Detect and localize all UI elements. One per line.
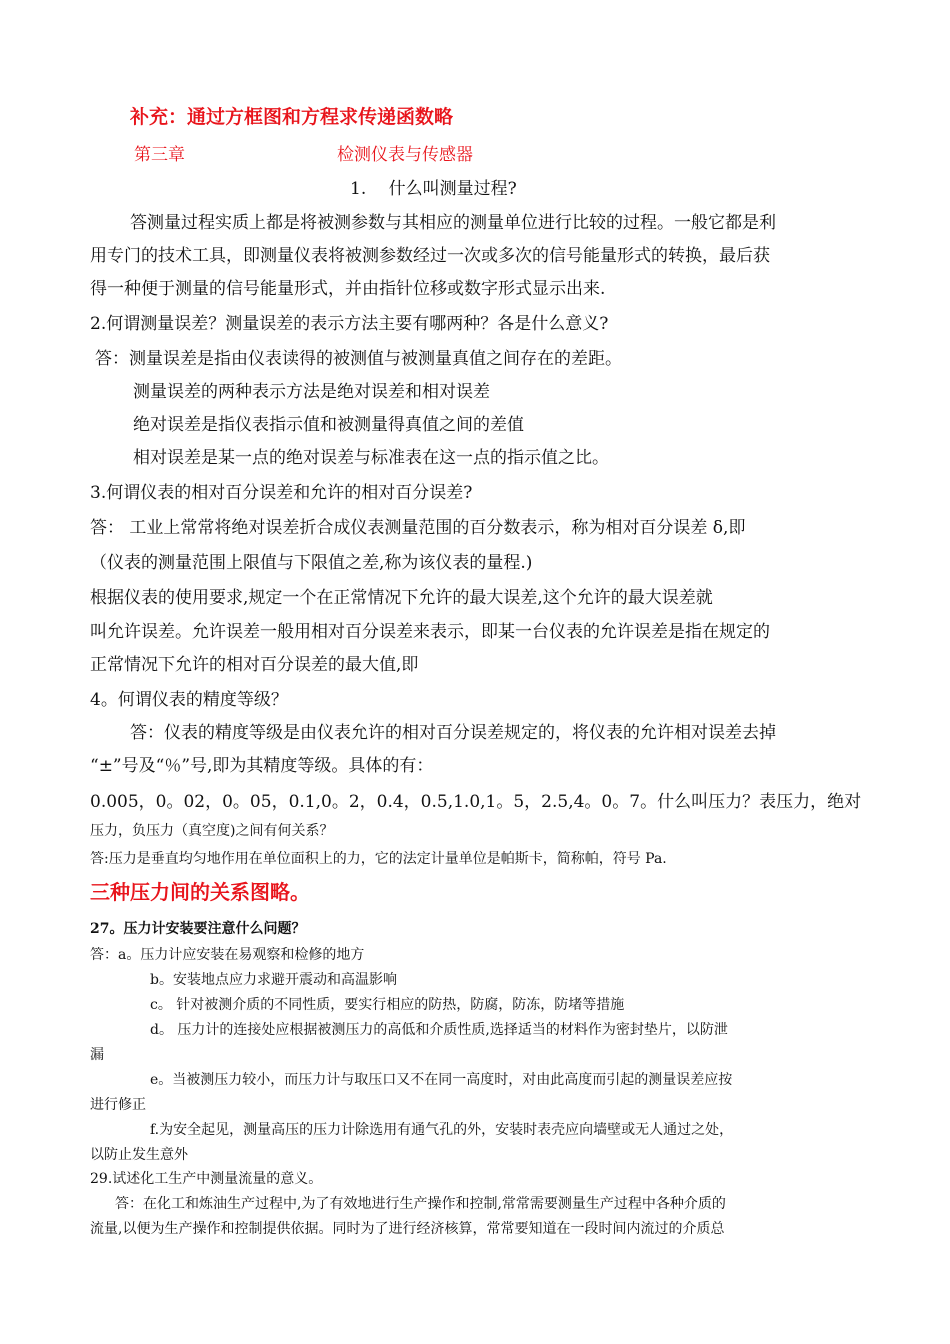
answer-27-line: 进行修正 (90, 1097, 146, 1113)
answer-27-line: b。安装地点应力求避开震动和高温影响 (150, 972, 397, 988)
question-7-continuation: 压力，负压力（真空度)之间有何关系？ (90, 823, 334, 839)
answer-1-line: 得一种便于测量的信号能量形式，并由指针位移或数字形式显示出来. (90, 279, 606, 299)
answer-2-line: 相对误差是某一点的绝对误差与标准表在这一点的指示值之比。 (133, 448, 609, 468)
chapter-label: 第三章 (134, 145, 185, 165)
question-27: 27。压力计安装要注意什么问题？ (90, 921, 306, 937)
answer-29-line: 答：在化工和炼油生产过程中,为了有效地进行生产操作和控制,常常需要测量生产过程中各种介质的 (115, 1196, 726, 1212)
pressure-relation-heading: 三种压力间的关系图略。 (90, 880, 310, 904)
chapter-title: 检测仪表与传感器 (337, 145, 473, 165)
answer-1-line: 用专门的技术工具，即测量仪表将被测参数经过一次或多次的信号能量形式的转换，最后获 (90, 246, 770, 266)
answer-27-line: 漏 (90, 1047, 104, 1063)
answer-3-line: 叫允许误差。允许误差一般用相对百分误差来表示，即某一台仪表的允许误差是指在规定的 (90, 622, 770, 642)
answer-2-line: 答：测量误差是指由仪表读得的被测值与被测量真值之间存在的差距。 (95, 349, 622, 369)
answer-3-line: 正常情况下允许的相对百分误差的最大值,即 (90, 655, 419, 675)
answer-3-line: （仪表的测量范围上限值与下限值之差,称为该仪表的量程.) (90, 553, 533, 573)
answer-27-line: 答：a。压力计应安装在易观察和检修的地方 (90, 947, 365, 963)
question-3: 3.何谓仪表的相对百分误差和允许的相对百分误差? (90, 483, 473, 503)
answer-27-line: d。 压力计的连接处应根据被测压力的高低和介质性质,选择适当的材料作为密封垫片，以防泄 (150, 1022, 728, 1038)
question-1: 1. 什么叫测量过程? (350, 179, 517, 199)
answer-1-line: 答测量过程实质上都是将被测参数与其相应的测量单位进行比较的过程。一般它都是利 (130, 213, 776, 233)
answer-7: 答:压力是垂直均匀地作用在单位面积上的力，它的法定计量单位是帕斯卡，简称帕，符号 Pa. (90, 851, 667, 867)
answer-2-line: 测量误差的两种表示方法是绝对误差和相对误差 (133, 382, 490, 402)
answer-3-line: 根据仪表的使用要求,规定一个在正常情况下允许的最大误差,这个允许的最大误差就 (90, 588, 713, 608)
answer-2-line: 绝对误差是指仪表指示值和被测量得真值之间的差值 (133, 415, 524, 435)
question-4: 4。何谓仪表的精度等级？ (90, 690, 288, 710)
question-2: 2.何谓测量误差？测量误差的表示方法主要有哪两种？各是什么意义? (90, 314, 609, 334)
answer-3-line: 答： 工业上常常将绝对误差折合成仪表测量范围的百分数表示，称为相对百分误差 δ,即 (90, 518, 746, 538)
answer-4-line: “±”号及“％”号,即为其精度等级。具体的有： (90, 756, 434, 776)
question-29: 29.试述化工生产中测量流量的意义。 (90, 1171, 323, 1187)
answer-27-line: 以防止发生意外 (90, 1147, 188, 1163)
answer-27-line: c。 针对被测介质的不同性质，要实行相应的防热，防腐，防冻，防堵等措施 (150, 997, 625, 1013)
answer-29-line: 流量,以便为生产操作和控制提供依据。同时为了进行经济核算，常常要知道在一段时间内流过的介质总 (90, 1221, 725, 1237)
supplement-heading: 补充：通过方框图和方程求传递函数略 (130, 106, 454, 128)
answer-27-line: e。当被测压力较小，而压力计与取压口又不在同一高度时，对由此高度而引起的测量误差应按 (150, 1072, 733, 1088)
answer-4-line: 答：仪表的精度等级是由仪表允许的相对百分误差规定的，将仪表的允许相对误差去掉 (130, 723, 776, 743)
answer-27-line: f.为安全起见，测量高压的压力计除选用有通气孔的外，安装时表壳应向墙壁或无人通过之处， (150, 1122, 734, 1138)
precision-grades-line: 0.005，0。02，0。05，0.1,0。2，0.4，0.5,1.0,1。5，2.5,4。0。7。什么叫压力？表压力，绝对 (90, 792, 862, 812)
